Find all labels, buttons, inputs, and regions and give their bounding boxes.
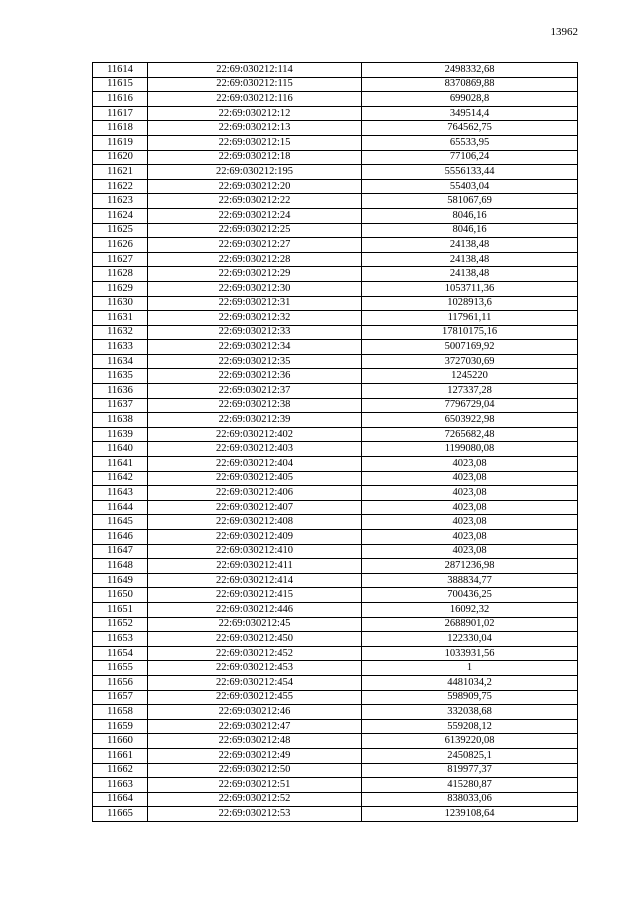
cadastral-value-cell: 1033931,56	[362, 646, 578, 661]
row-number-cell: 11635	[93, 369, 148, 384]
table-row	[93, 223, 578, 238]
row-number-cell: 11628	[93, 267, 148, 282]
row-number-cell: 11643	[93, 486, 148, 501]
cadastral-value-cell: 7265682,48	[362, 427, 578, 442]
row-number-cell: 11658	[93, 705, 148, 720]
cadastral-number-cell: 22:69:030212:409	[148, 530, 362, 545]
table-row	[93, 602, 578, 617]
cadastral-number-cell: 22:69:030212:35	[148, 354, 362, 369]
cadastral-value-cell: 65533,95	[362, 135, 578, 150]
table-row	[93, 442, 578, 457]
table-row	[93, 150, 578, 165]
table-row	[93, 486, 578, 501]
row-number-cell: 11654	[93, 646, 148, 661]
page-number: 13962	[550, 26, 578, 38]
cadastral-value-cell: 581067,69	[362, 194, 578, 209]
table-row	[93, 63, 578, 78]
row-number-cell: 11630	[93, 296, 148, 311]
cadastral-value-cell: 1239108,64	[362, 807, 578, 822]
cadastral-number-cell: 22:69:030212:36	[148, 369, 362, 384]
cadastral-value-cell: 4023,08	[362, 515, 578, 530]
cadastral-number-cell: 22:69:030212:25	[148, 223, 362, 238]
row-number-cell: 11645	[93, 515, 148, 530]
cadastral-value-cell: 1028913,6	[362, 296, 578, 311]
cadastral-value-cell: 4023,08	[362, 544, 578, 559]
table-row	[93, 296, 578, 311]
row-number-cell: 11618	[93, 121, 148, 136]
table-row	[93, 559, 578, 574]
table-row	[93, 515, 578, 530]
table-row	[93, 252, 578, 267]
cadastral-number-cell: 22:69:030212:20	[148, 179, 362, 194]
cadastral-value-cell: 559208,12	[362, 719, 578, 734]
row-number-cell: 11614	[93, 63, 148, 78]
table-row	[93, 544, 578, 559]
cadastral-value-cell: 6503922,98	[362, 413, 578, 428]
cadastral-value-cell: 127337,28	[362, 384, 578, 399]
cadastral-value-cell: 4023,08	[362, 457, 578, 472]
row-number-cell: 11650	[93, 588, 148, 603]
cadastral-value-cell: 764562,75	[362, 121, 578, 136]
cadastral-value-cell: 24138,48	[362, 238, 578, 253]
row-number-cell: 11638	[93, 413, 148, 428]
cadastral-number-cell: 22:69:030212:405	[148, 471, 362, 486]
row-number-cell: 11640	[93, 442, 148, 457]
cadastral-value-cell: 1245220	[362, 369, 578, 384]
table-row	[93, 632, 578, 647]
cadastral-value-cell: 55403,04	[362, 179, 578, 194]
row-number-cell: 11649	[93, 573, 148, 588]
cadastral-number-cell: 22:69:030212:49	[148, 748, 362, 763]
cadastral-number-cell: 22:69:030212:47	[148, 719, 362, 734]
cadastral-value-cell: 4023,08	[362, 471, 578, 486]
table-row	[93, 500, 578, 515]
table-row	[93, 617, 578, 632]
cadastral-number-cell: 22:69:030212:195	[148, 165, 362, 180]
row-number-cell: 11642	[93, 471, 148, 486]
table-row	[93, 457, 578, 472]
cadastral-number-cell: 22:69:030212:30	[148, 281, 362, 296]
cadastral-value-cell: 77106,24	[362, 150, 578, 165]
row-number-cell: 11623	[93, 194, 148, 209]
table-row	[93, 471, 578, 486]
cadastral-number-cell: 22:69:030212:402	[148, 427, 362, 442]
row-number-cell: 11664	[93, 792, 148, 807]
table-row	[93, 763, 578, 778]
row-number-cell: 11637	[93, 398, 148, 413]
table-row	[93, 588, 578, 603]
cadastral-value-cell: 8046,16	[362, 208, 578, 223]
cadastral-value-cell: 4023,08	[362, 500, 578, 515]
cadastral-value-cell: 2688901,02	[362, 617, 578, 632]
table-row	[93, 179, 578, 194]
cadastral-number-cell: 22:69:030212:404	[148, 457, 362, 472]
cadastral-number-cell: 22:69:030212:411	[148, 559, 362, 574]
cadastral-value-cell: 8370869,88	[362, 77, 578, 92]
table-row	[93, 675, 578, 690]
table-row	[93, 354, 578, 369]
cadastral-value-cell: 598909,75	[362, 690, 578, 705]
row-number-cell: 11626	[93, 238, 148, 253]
cadastral-number-cell: 22:69:030212:28	[148, 252, 362, 267]
cadastral-value-table	[92, 62, 578, 822]
cadastral-value-cell: 349514,4	[362, 106, 578, 121]
row-number-cell: 11629	[93, 281, 148, 296]
cadastral-number-cell: 22:69:030212:13	[148, 121, 362, 136]
cadastral-number-cell: 22:69:030212:46	[148, 705, 362, 720]
table-row	[93, 734, 578, 749]
cadastral-number-cell: 22:69:030212:403	[148, 442, 362, 457]
cadastral-value-cell: 415280,87	[362, 778, 578, 793]
row-number-cell: 11661	[93, 748, 148, 763]
cadastral-number-cell: 22:69:030212:31	[148, 296, 362, 311]
table-row	[93, 92, 578, 107]
cadastral-number-cell: 22:69:030212:414	[148, 573, 362, 588]
row-number-cell: 11634	[93, 354, 148, 369]
cadastral-value-cell: 819977,37	[362, 763, 578, 778]
cadastral-number-cell: 22:69:030212:415	[148, 588, 362, 603]
row-number-cell: 11627	[93, 252, 148, 267]
table-row	[93, 530, 578, 545]
cadastral-value-cell: 1199080,08	[362, 442, 578, 457]
table-row	[93, 661, 578, 676]
table-row	[93, 384, 578, 399]
row-number-cell: 11644	[93, 500, 148, 515]
cadastral-number-cell: 22:69:030212:24	[148, 208, 362, 223]
cadastral-value-cell: 699028,8	[362, 92, 578, 107]
cadastral-number-cell: 22:69:030212:39	[148, 413, 362, 428]
table-row	[93, 792, 578, 807]
row-number-cell: 11656	[93, 675, 148, 690]
table-row	[93, 77, 578, 92]
table-row	[93, 778, 578, 793]
table-row	[93, 719, 578, 734]
cadastral-value-cell: 17810175,16	[362, 325, 578, 340]
row-number-cell: 11636	[93, 384, 148, 399]
cadastral-value-cell: 700436,25	[362, 588, 578, 603]
cadastral-value-cell: 2450825,1	[362, 748, 578, 763]
row-number-cell: 11621	[93, 165, 148, 180]
row-number-cell: 11639	[93, 427, 148, 442]
table-row	[93, 705, 578, 720]
cadastral-value-cell: 4023,08	[362, 530, 578, 545]
row-number-cell: 11665	[93, 807, 148, 822]
table-row	[93, 646, 578, 661]
cadastral-value-cell: 8046,16	[362, 223, 578, 238]
row-number-cell: 11615	[93, 77, 148, 92]
row-number-cell: 11646	[93, 530, 148, 545]
cadastral-number-cell: 22:69:030212:446	[148, 602, 362, 617]
cadastral-value-cell: 332038,68	[362, 705, 578, 720]
row-number-cell: 11660	[93, 734, 148, 749]
row-number-cell: 11653	[93, 632, 148, 647]
row-number-cell: 11648	[93, 559, 148, 574]
table-row	[93, 573, 578, 588]
table-row	[93, 340, 578, 355]
cadastral-number-cell: 22:69:030212:50	[148, 763, 362, 778]
cadastral-number-cell: 22:69:030212:455	[148, 690, 362, 705]
cadastral-value-cell: 388834,77	[362, 573, 578, 588]
table-row	[93, 748, 578, 763]
row-number-cell: 11641	[93, 457, 148, 472]
row-number-cell: 11633	[93, 340, 148, 355]
cadastral-number-cell: 22:69:030212:48	[148, 734, 362, 749]
row-number-cell: 11647	[93, 544, 148, 559]
cadastral-number-cell: 22:69:030212:454	[148, 675, 362, 690]
cadastral-value-cell: 117961,11	[362, 311, 578, 326]
table-row	[93, 121, 578, 136]
table-row	[93, 325, 578, 340]
cadastral-number-cell: 22:69:030212:407	[148, 500, 362, 515]
cadastral-value-cell: 122330,04	[362, 632, 578, 647]
table-row	[93, 208, 578, 223]
table-row	[93, 281, 578, 296]
cadastral-number-cell: 22:69:030212:38	[148, 398, 362, 413]
cadastral-number-cell: 22:69:030212:18	[148, 150, 362, 165]
table-row	[93, 311, 578, 326]
cadastral-number-cell: 22:69:030212:452	[148, 646, 362, 661]
cadastral-number-cell: 22:69:030212:37	[148, 384, 362, 399]
row-number-cell: 11631	[93, 311, 148, 326]
cadastral-value-cell: 3727030,69	[362, 354, 578, 369]
table-row	[93, 267, 578, 282]
cadastral-number-cell: 22:69:030212:450	[148, 632, 362, 647]
table-row	[93, 238, 578, 253]
cadastral-value-cell: 5007169,92	[362, 340, 578, 355]
cadastral-value-cell: 16092,32	[362, 602, 578, 617]
row-number-cell: 11619	[93, 135, 148, 150]
cadastral-number-cell: 22:69:030212:410	[148, 544, 362, 559]
row-number-cell: 11622	[93, 179, 148, 194]
cadastral-value-cell: 838033,06	[362, 792, 578, 807]
cadastral-value-cell: 4023,08	[362, 486, 578, 501]
table-row	[93, 135, 578, 150]
table-body	[93, 63, 578, 822]
table-row	[93, 369, 578, 384]
cadastral-number-cell: 22:69:030212:53	[148, 807, 362, 822]
cadastral-number-cell: 22:69:030212:32	[148, 311, 362, 326]
cadastral-number-cell: 22:69:030212:34	[148, 340, 362, 355]
table-row	[93, 413, 578, 428]
cadastral-number-cell: 22:69:030212:114	[148, 63, 362, 78]
table-row	[93, 106, 578, 121]
row-number-cell: 11651	[93, 602, 148, 617]
cadastral-number-cell: 22:69:030212:52	[148, 792, 362, 807]
cadastral-value-cell: 2871236,98	[362, 559, 578, 574]
cadastral-value-cell: 6139220,08	[362, 734, 578, 749]
row-number-cell: 11652	[93, 617, 148, 632]
row-number-cell: 11663	[93, 778, 148, 793]
cadastral-value-cell: 24138,48	[362, 267, 578, 282]
cadastral-value-cell: 7796729,04	[362, 398, 578, 413]
cadastral-value-cell: 1053711,36	[362, 281, 578, 296]
cadastral-number-cell: 22:69:030212:453	[148, 661, 362, 676]
table-row	[93, 427, 578, 442]
cadastral-value-cell: 4481034,2	[362, 675, 578, 690]
cadastral-number-cell: 22:69:030212:51	[148, 778, 362, 793]
cadastral-number-cell: 22:69:030212:45	[148, 617, 362, 632]
cadastral-number-cell: 22:69:030212:406	[148, 486, 362, 501]
table-row	[93, 690, 578, 705]
row-number-cell: 11617	[93, 106, 148, 121]
row-number-cell: 11624	[93, 208, 148, 223]
row-number-cell: 11655	[93, 661, 148, 676]
cadastral-number-cell: 22:69:030212:27	[148, 238, 362, 253]
row-number-cell: 11632	[93, 325, 148, 340]
cadastral-number-cell: 22:69:030212:22	[148, 194, 362, 209]
cadastral-number-cell: 22:69:030212:33	[148, 325, 362, 340]
cadastral-number-cell: 22:69:030212:12	[148, 106, 362, 121]
cadastral-number-cell: 22:69:030212:15	[148, 135, 362, 150]
row-number-cell: 11616	[93, 92, 148, 107]
row-number-cell: 11659	[93, 719, 148, 734]
cadastral-value-cell: 2498332,68	[362, 63, 578, 78]
row-number-cell: 11657	[93, 690, 148, 705]
table-row	[93, 807, 578, 822]
table-row	[93, 194, 578, 209]
cadastral-number-cell: 22:69:030212:408	[148, 515, 362, 530]
cadastral-number-cell: 22:69:030212:29	[148, 267, 362, 282]
cadastral-value-cell: 5556133,44	[362, 165, 578, 180]
table-row	[93, 165, 578, 180]
row-number-cell: 11620	[93, 150, 148, 165]
table-row	[93, 398, 578, 413]
row-number-cell: 11625	[93, 223, 148, 238]
cadastral-number-cell: 22:69:030212:115	[148, 77, 362, 92]
row-number-cell: 11662	[93, 763, 148, 778]
cadastral-value-cell: 24138,48	[362, 252, 578, 267]
cadastral-number-cell: 22:69:030212:116	[148, 92, 362, 107]
cadastral-value-cell: 1	[362, 661, 578, 676]
